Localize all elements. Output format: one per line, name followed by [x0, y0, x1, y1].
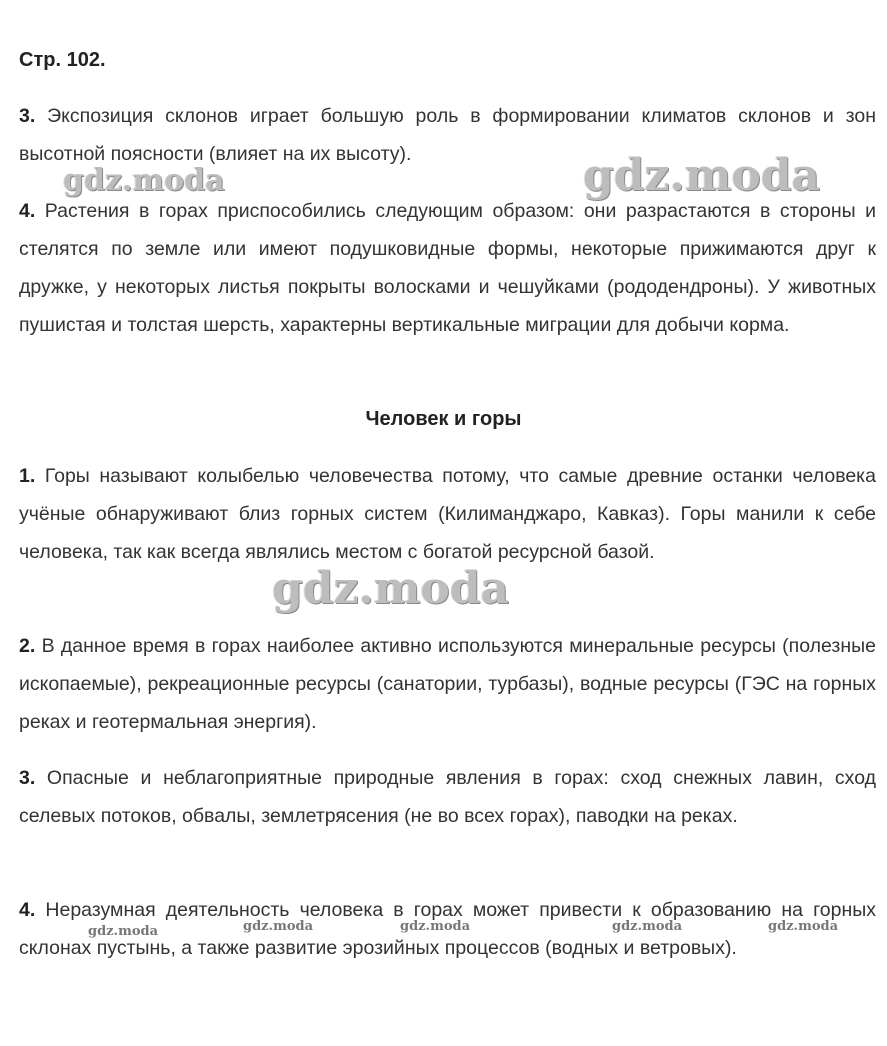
- item-number: 3.: [19, 105, 36, 127]
- watermark: gdz.moda: [612, 919, 683, 934]
- answer-4-human-activity: [19, 891, 876, 967]
- item-text: В данное время в горах наиболее активно используются минеральные ресурсы (полезные ископаемые), рекреационные ресурсы (санатории, турбазы), водные ресурсы (ГЭС на горных реках и геотермальная энергия).: [19, 635, 876, 733]
- page-number: Стр. 102.: [19, 49, 106, 71]
- answer-1-cradle: [19, 457, 876, 571]
- item-number: 2.: [19, 635, 36, 657]
- watermark: gdz.moda: [768, 919, 839, 934]
- answer-3-slopes: [19, 97, 876, 173]
- item-text: Растения в горах приспособились следующим образом: они разрастаются в стороны и стелятся по земле или имеют подушковидные формы, некоторые прижимаются друг к дружке, у некоторых листья покрыты волосками и чешуйками (рододендроны). У животных пушистая и толстая шерсть, характерны вертикальные миграции для добычи корма.: [19, 200, 876, 336]
- answer-3-hazards: [19, 759, 876, 835]
- watermark: gdz.moda: [63, 163, 225, 198]
- item-number: 4.: [19, 200, 36, 222]
- answer-4-adaptations: [19, 192, 876, 344]
- answer-2-resources: [19, 627, 876, 741]
- section-heading: Человек и горы: [365, 408, 522, 430]
- item-text: Неразумная деятельность человека в горах может привести к образованию на горных склонах пустынь, а также развитие эрозийных процессов (водных и ветровых).: [19, 899, 876, 959]
- watermark: gdz.moda: [88, 924, 159, 939]
- item-text: Экспозиция склонов играет большую роль в формировании климатов склонов и зон высотной поясности (влияет на их высоту).: [19, 105, 876, 165]
- item-number: 1.: [19, 465, 36, 487]
- item-number: 3.: [19, 767, 36, 789]
- watermark: gdz.moda: [583, 150, 821, 201]
- watermark: gdz.moda: [243, 919, 314, 934]
- item-text: Горы называют колыбелью человечества потому, что самые древние останки человека учёные обнаруживают близ горных систем (Килиманджаро, Кавказ). Горы манили к себе человека, так как всегда являлись местом с богатой ресурсной базой.: [19, 465, 876, 563]
- item-text: Опасные и неблагоприятные природные явления в горах: сход снежных лавин, сход селевых потоков, обвалы, землетрясения (не во всех горах), паводки на реках.: [19, 767, 876, 827]
- item-number: 4.: [19, 899, 36, 921]
- watermark: gdz.moda: [400, 919, 471, 934]
- watermark: gdz.moda: [272, 563, 510, 614]
